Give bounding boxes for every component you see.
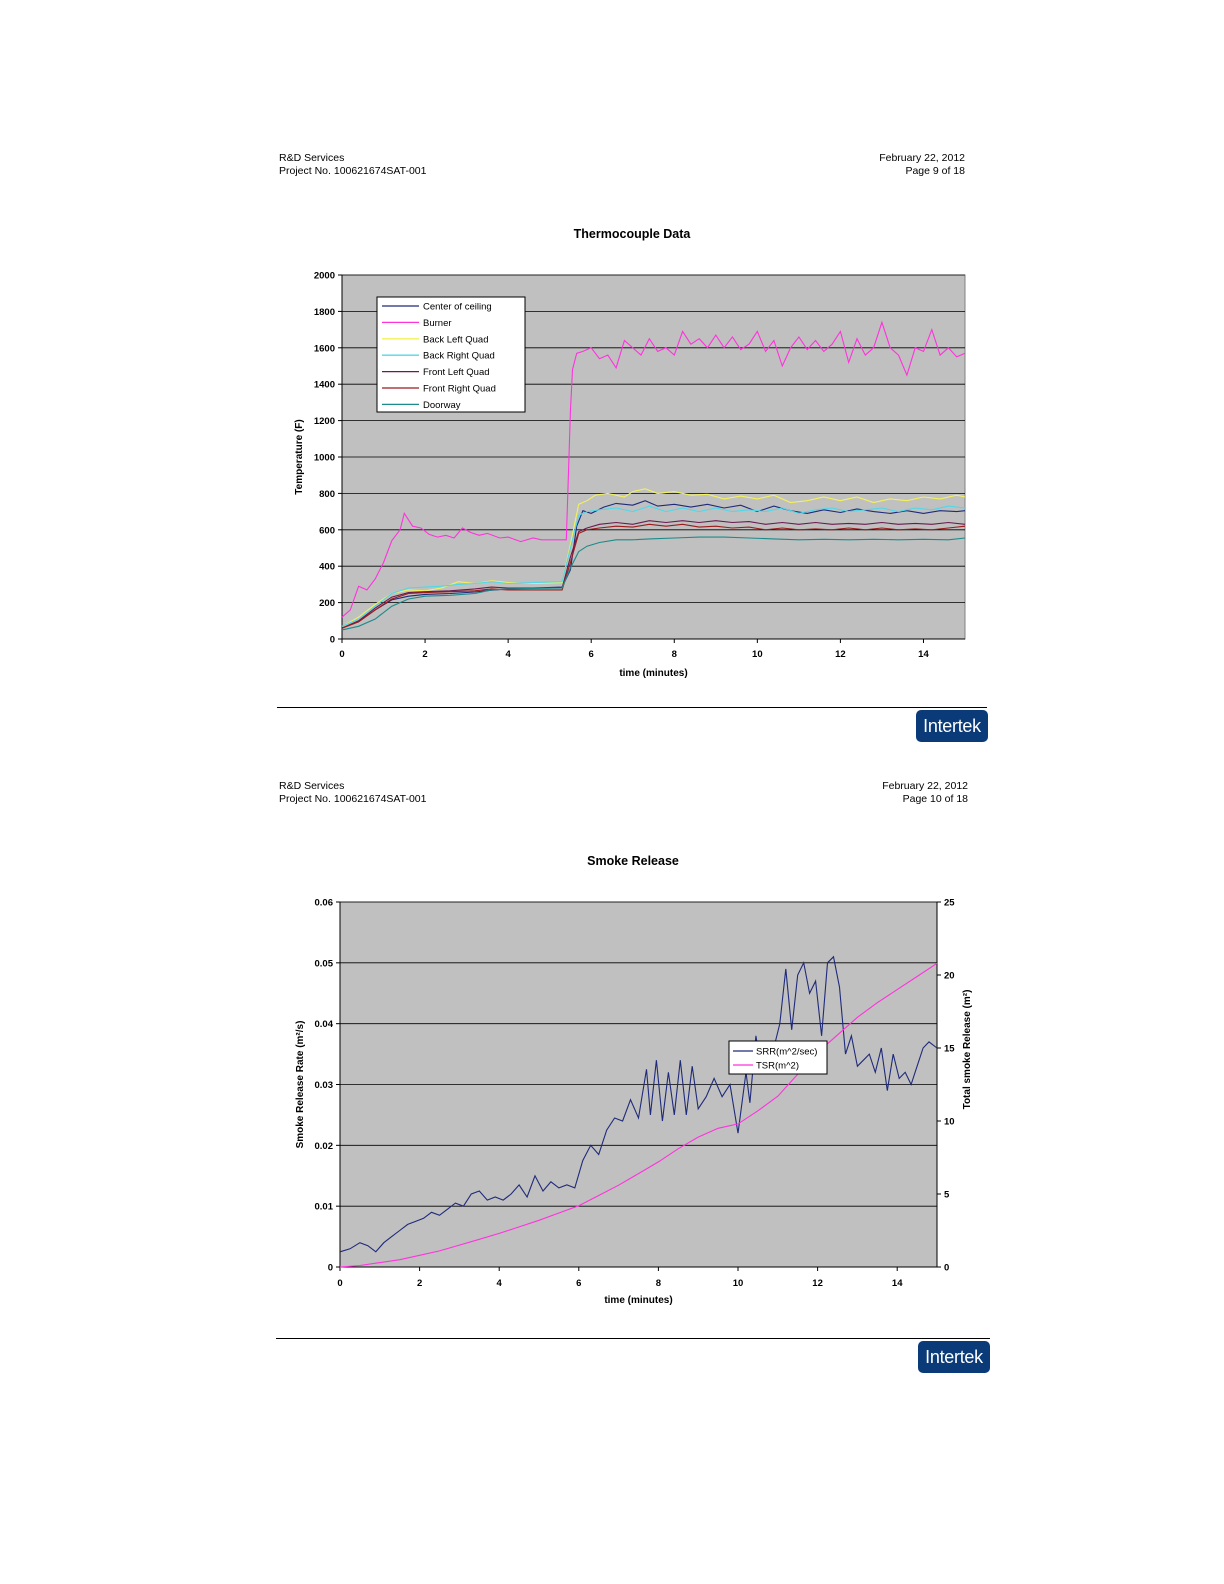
legend-label: Burner bbox=[423, 317, 452, 329]
y-tick-label: 1800 bbox=[313, 306, 335, 318]
legend-label: TSR(m^2) bbox=[756, 1060, 799, 1072]
x-tick-label: 14 bbox=[918, 649, 929, 660]
y-tick-label: 0.06 bbox=[314, 897, 333, 909]
y-tick-label: 400 bbox=[319, 561, 335, 573]
page9-header-left bbox=[279, 152, 427, 178]
y-tick-label: 0 bbox=[329, 634, 335, 646]
page9-header-right bbox=[879, 152, 965, 178]
y-tick-label: 0.01 bbox=[314, 1201, 333, 1213]
legend-label: SRR(m^2/sec) bbox=[756, 1046, 818, 1058]
y-tick-label: 1600 bbox=[313, 343, 335, 355]
y-tick-label: 2000 bbox=[313, 270, 335, 282]
y2-tick-label: 0 bbox=[944, 1262, 950, 1274]
y2-tick-label: 15 bbox=[944, 1043, 955, 1055]
report-date: February 22, 2012 bbox=[879, 152, 965, 164]
legend-label: Center of ceiling bbox=[423, 301, 492, 313]
y-tick-label: 0 bbox=[327, 1262, 333, 1274]
x-tick-label: 14 bbox=[891, 1278, 903, 1289]
x-axis-label: time (minutes) bbox=[604, 1295, 673, 1306]
y-tick-label: 200 bbox=[319, 598, 335, 610]
y-tick-label: 1400 bbox=[313, 379, 335, 391]
chart1-title: Thermocouple Data bbox=[573, 227, 691, 241]
y2-axis-label: Total smoke Release (m²) bbox=[962, 989, 973, 1110]
y-tick-label: 0.03 bbox=[314, 1080, 333, 1091]
y2-tick-label: 20 bbox=[944, 970, 955, 982]
page10-footer-rule bbox=[276, 1338, 990, 1339]
x-tick-label: 4 bbox=[505, 649, 511, 660]
thermocouple-chart bbox=[280, 260, 1000, 700]
smoke-release-chart bbox=[280, 885, 1000, 1315]
y-tick-label: 1000 bbox=[313, 452, 335, 464]
y2-tick-label: 5 bbox=[944, 1189, 950, 1201]
intertek-logo: Intertek bbox=[917, 711, 987, 741]
y-tick-label: 0.05 bbox=[314, 958, 333, 970]
report-date: February 22, 2012 bbox=[882, 780, 968, 792]
org-name: R&D Services bbox=[279, 152, 345, 164]
x-tick-label: 8 bbox=[671, 649, 677, 660]
y-tick-label: 1200 bbox=[313, 416, 335, 428]
legend bbox=[377, 297, 525, 412]
org-name: R&D Services bbox=[279, 780, 345, 792]
legend-label: Front Right Quad bbox=[423, 383, 496, 395]
project-number: Project No. 100621674SAT-001 bbox=[279, 793, 427, 805]
y2-tick-label: 10 bbox=[944, 1116, 955, 1128]
legend-label: Doorway bbox=[423, 399, 461, 411]
page10-header-right bbox=[882, 780, 968, 806]
y-tick-label: 600 bbox=[319, 525, 335, 537]
y-tick-label: 800 bbox=[319, 488, 335, 500]
x-tick-label: 2 bbox=[416, 1278, 423, 1289]
page-number: Page 9 of 18 bbox=[905, 165, 965, 177]
page10-header-left bbox=[279, 780, 427, 806]
x-tick-label: 0 bbox=[337, 1278, 343, 1289]
legend bbox=[729, 1041, 827, 1074]
y2-tick-label: 25 bbox=[944, 897, 955, 909]
intertek-logo: Intertek bbox=[919, 1342, 989, 1372]
legend-label: Back Right Quad bbox=[423, 350, 495, 362]
x-axis-label: time (minutes) bbox=[619, 668, 688, 679]
x-tick-label: 6 bbox=[576, 1278, 582, 1289]
x-tick-label: 10 bbox=[752, 649, 763, 660]
y-axis-label: Smoke Release Rate (m²/s) bbox=[295, 1020, 306, 1149]
legend-label: Back Left Quad bbox=[423, 334, 489, 346]
project-number: Project No. 100621674SAT-001 bbox=[279, 165, 427, 177]
x-tick-label: 6 bbox=[588, 649, 594, 660]
legend-label: Front Left Quad bbox=[423, 367, 490, 379]
x-tick-label: 8 bbox=[655, 1278, 662, 1289]
y-axis-label: Temperature (F) bbox=[294, 419, 305, 495]
y-tick-label: 0.02 bbox=[314, 1140, 333, 1152]
page9-footer-rule bbox=[277, 707, 987, 708]
chart2-title: Smoke Release bbox=[587, 854, 679, 868]
x-tick-label: 2 bbox=[422, 649, 428, 660]
x-tick-label: 12 bbox=[835, 649, 846, 660]
x-tick-label: 4 bbox=[496, 1278, 502, 1289]
page-number: Page 10 of 18 bbox=[902, 793, 968, 805]
x-tick-label: 10 bbox=[732, 1278, 744, 1289]
x-tick-label: 0 bbox=[339, 649, 345, 660]
x-tick-label: 12 bbox=[812, 1278, 823, 1289]
y-tick-label: 0.04 bbox=[314, 1019, 333, 1031]
